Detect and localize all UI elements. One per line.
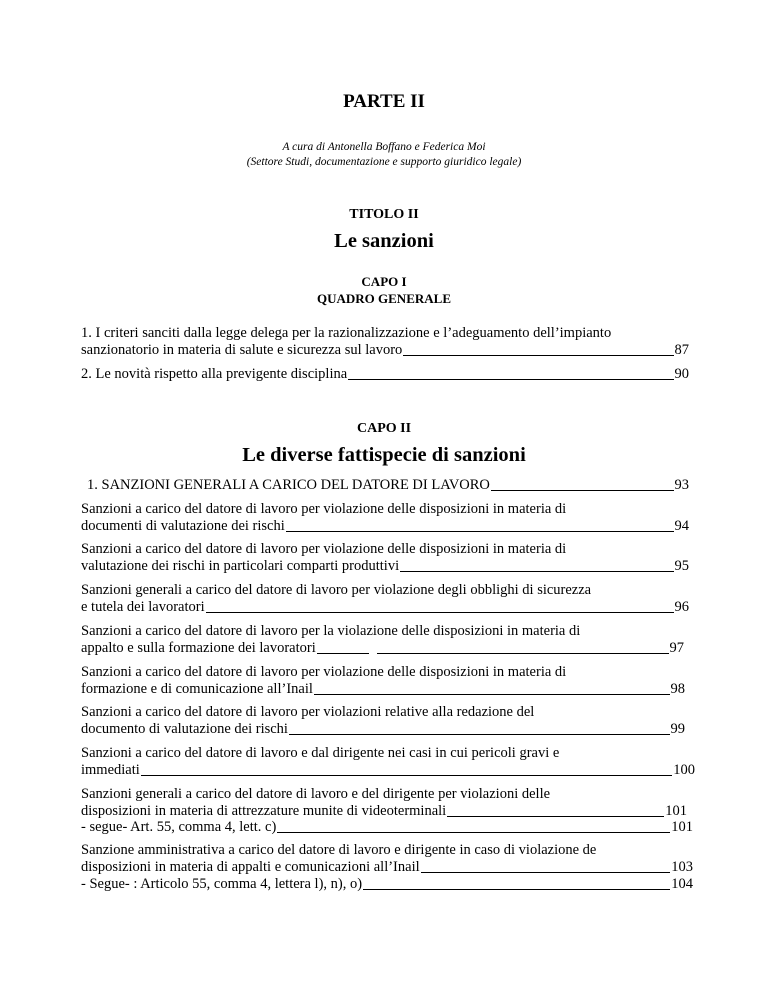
capo1-subtitle: QUADRO GENERALE xyxy=(317,291,451,306)
toc-entry-text: formazione e di comunicazione all’Inail xyxy=(81,681,313,697)
leader-line xyxy=(286,531,674,532)
toc-entry-text: valutazione dei rischi in particolari comparti produttivi xyxy=(81,558,400,574)
toc-entry-text: Sanzioni a carico del datore di lavoro per la violazione delle disposizioni in materia di xyxy=(81,623,581,639)
toc-entry[interactable] xyxy=(81,664,685,698)
leader-line xyxy=(314,694,670,695)
toc-entry[interactable] xyxy=(81,786,687,820)
leader-line xyxy=(289,734,670,735)
part-title: PARTE II xyxy=(343,91,425,112)
capo2-heading: Le diverse fattispecie di sanzioni xyxy=(242,444,526,466)
toc-page-number: 87 xyxy=(674,342,689,358)
toc-page-number: 90 xyxy=(674,366,689,382)
toc-page-number: 93 xyxy=(674,477,689,493)
toc-page-number: 97 xyxy=(669,640,684,656)
toc-entry[interactable] xyxy=(81,704,685,738)
toc-entry-text: e tutela dei lavoratori xyxy=(81,599,205,615)
toc-page-number: 100 xyxy=(673,762,695,778)
leader-line xyxy=(421,872,671,873)
leader-line xyxy=(348,379,673,380)
toc-page-number: 96 xyxy=(674,599,689,615)
leader-line xyxy=(447,816,664,817)
toc-page-number: 98 xyxy=(670,681,685,697)
leader-line xyxy=(141,775,672,776)
toc-entry-text: Sanzione amministrativa a carico del datore di lavoro e dirigente in caso di violazione de xyxy=(81,842,597,858)
toc-entry[interactable] xyxy=(81,325,689,359)
toc-entry-text: documenti di valutazione dei rischi xyxy=(81,518,285,534)
toc-entry[interactable] xyxy=(81,541,689,575)
leader-line xyxy=(400,571,673,572)
toc-entry-text: appalto e sulla formazione dei lavoratori xyxy=(81,640,316,656)
leader-line xyxy=(363,889,670,890)
toc-page-number: 104 xyxy=(671,876,693,892)
toc-entry[interactable] xyxy=(81,623,684,657)
toc-entry[interactable] xyxy=(81,501,689,535)
toc-entry[interactable] xyxy=(87,477,689,494)
toc-entry[interactable] xyxy=(81,842,693,876)
authors-affiliation: (Settore Studi, documentazione e supporto giuridico legale) xyxy=(246,156,522,168)
toc-page-number: 103 xyxy=(671,859,693,875)
toc-entry-text: disposizioni in materia di attrezzature munite di videoterminali xyxy=(81,803,447,819)
leader-line xyxy=(377,653,669,654)
leader-line xyxy=(403,355,673,356)
leader-line xyxy=(491,490,674,491)
toc-entry-text: Sanzioni generali a carico del datore di lavoro per violazione degli obblighi di sicurezza xyxy=(81,582,592,598)
toc-entry-text: Sanzioni a carico del datore di lavoro per violazioni relative alla redazione del xyxy=(81,704,535,720)
leader-line xyxy=(206,612,674,613)
toc-entry[interactable] xyxy=(81,819,693,836)
toc-entry-text: Sanzioni a carico del datore di lavoro per violazione delle disposizioni in materia di xyxy=(81,501,567,517)
toc-entry-text: - Segue- : Articolo 55, comma 4, lettera l), n), o) xyxy=(81,876,363,892)
toc-page-number: 101 xyxy=(671,819,693,835)
capo1-label: CAPO I xyxy=(361,274,407,289)
toc-entry-text: Sanzioni generali a carico del datore di lavoro e del dirigente per violazioni delle xyxy=(81,786,551,802)
authors-line: A cura di Antonella Boffano e Federica Moi xyxy=(282,141,486,153)
toc-entry-text: sanzionatorio in materia di salute e sicurezza sul lavoro xyxy=(81,342,403,358)
toc-entry-text: documento di valutazione dei rischi xyxy=(81,721,288,737)
toc-entry[interactable] xyxy=(81,745,695,779)
toc-page-number: 95 xyxy=(674,558,689,574)
toc-entry-text: 1. I criteri sanciti dalla legge delega per la razionalizzazione e l’adeguamento dell’impianto xyxy=(81,325,612,341)
capo2-label: CAPO II xyxy=(356,421,412,436)
toc-entry-text: 2. Le novità rispetto alla previgente disciplina xyxy=(81,366,348,382)
toc-entry-text: immediati xyxy=(81,762,140,778)
toc-entry-text: Sanzioni a carico del datore di lavoro e dal dirigente nei casi in cui pericoli gravi e xyxy=(81,745,560,761)
toc-entry-text: - segue- Art. 55, comma 4, lett. c) xyxy=(81,819,277,835)
toc-entry-text: disposizioni in materia di appalti e comunicazioni all’Inail xyxy=(81,859,420,875)
toc-entry-text: Sanzioni a carico del datore di lavoro per violazione delle disposizioni in materia di xyxy=(81,664,567,680)
toc-page-number: 101 xyxy=(665,803,687,819)
toc-entry[interactable] xyxy=(81,366,689,383)
toc-entry[interactable] xyxy=(81,582,689,616)
titolo-heading: Le sanzioni xyxy=(334,230,434,252)
toc-entry[interactable] xyxy=(81,876,693,893)
toc-page-number: 99 xyxy=(670,721,685,737)
leader-line xyxy=(317,653,369,654)
toc-entry-text: 1. SANZIONI GENERALI A CARICO DEL DATORE DI LAVORO xyxy=(87,477,490,493)
leader-line xyxy=(277,832,670,833)
toc-entry-text: Sanzioni a carico del datore di lavoro per violazione delle disposizioni in materia di xyxy=(81,541,567,557)
toc-page-number: 94 xyxy=(674,518,689,534)
titolo-label: TITOLO II xyxy=(349,207,419,222)
